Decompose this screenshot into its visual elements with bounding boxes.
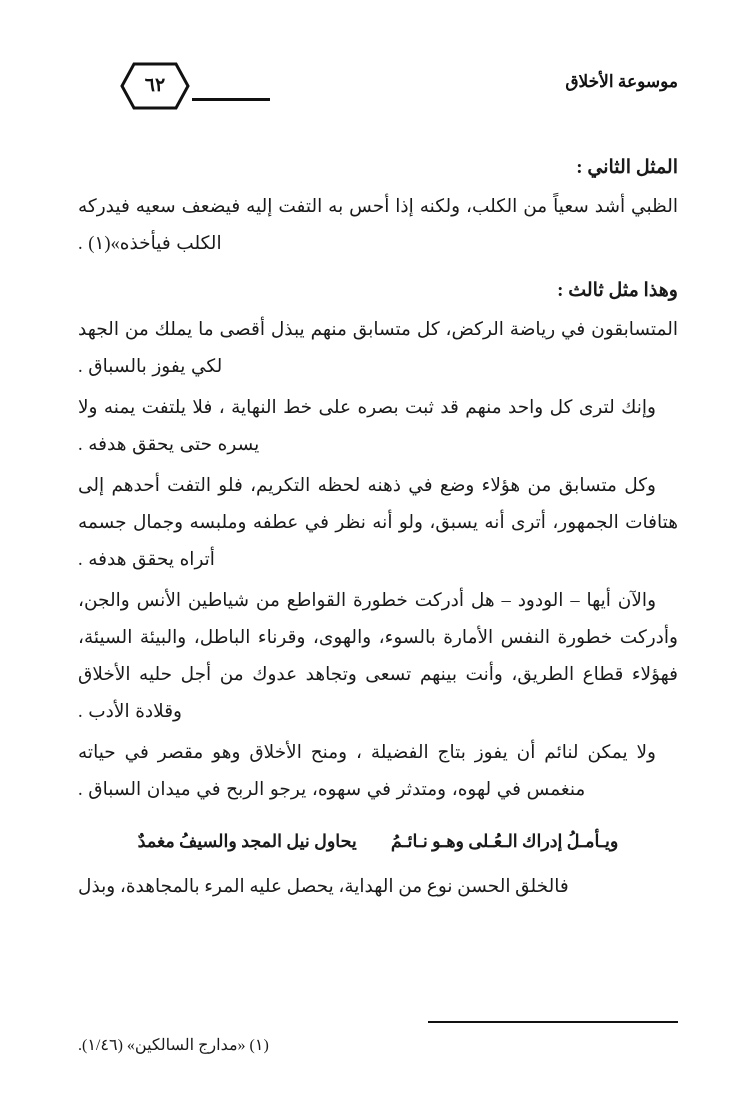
paragraph-2: المتسابقون في رياضة الركض، كل متسابق منهم يبذل أقصى ما يملك من الجهد لكي يفوز بالسباق . [78,320,678,378]
book-title: موسوعة الأخلاق [565,72,678,91]
header-rule [192,98,270,101]
paragraph-4: وكل متسابق من هؤلاء وضع في ذهنه لحظه التكريم، فلو التفت أحدهم إلى هتافات الجمهور، أترى أنه يسبق، ولو أنه نظر في عطفه وملبسه وجمال جسمه أتراه يحقق هدفه . [78,476,678,571]
page-number-group [70,62,270,110]
page-number-frame [120,62,190,110]
paragraph-3: وإنك لترى كل واحد منهم قد ثبت بصره على خط النهاية ، فلا يلتفت يمنه ولا يسره حتى يحقق هدفه . [78,398,656,456]
footnote-separator [428,1021,678,1023]
poetry-verse [78,825,678,858]
paragraph-5: والآن أيها – الودود – هل أدركت خطورة القواطع من شياطين الأنس والجن، وأدركت خطورة النفس الأمارة بالسوء، والهوى، وقرناء الباطل، والبيئة السيئة، فهؤلاء قطاع الطريق، وأنت بينهم تسعى وتجاهد عدوك من أجل حليه الأخلاق وقلادة الأدب . [78,591,678,723]
paragraph-1: الظبي أشد سعياً من الكلب، ولكنه إذا أحس به التفت إليه فيضعف سعيه فيدركه الكلب فيأخذه»(١) . [78,197,678,255]
page-header [70,62,678,120]
heading-second-example: المثل الثاني : [576,157,678,178]
heading-third-example: وهذا مثل ثالث : [557,280,678,302]
page-content [78,140,678,924]
footnote-area [78,1021,678,1059]
verse-second-hemistich: ويـأمـلُ إدراك الـعُـلى وهـو نـائـمُ [390,831,619,852]
page-number: ٦٢ [144,74,166,96]
verse-first-hemistich: يحاول نيل المجد والسيفُ مغمدٌ [137,831,357,852]
paragraph-7: فالخلق الحسن نوع من الهداية، يحصل عليه المرء بالمجاهدة، وبذل [78,876,569,897]
paragraph-6: ولا يمكن لنائم أن يفوز بتاج الفضيلة ، ومنح الأخلاق وهو مقصر في حياته منغمس في لهوه، ومتدثر في سهوه، يرجو الربح في ميدان السباق . [78,743,656,801]
footnote-text: (١) «مدارج السالكين» (١/٤٦). [78,1037,269,1055]
